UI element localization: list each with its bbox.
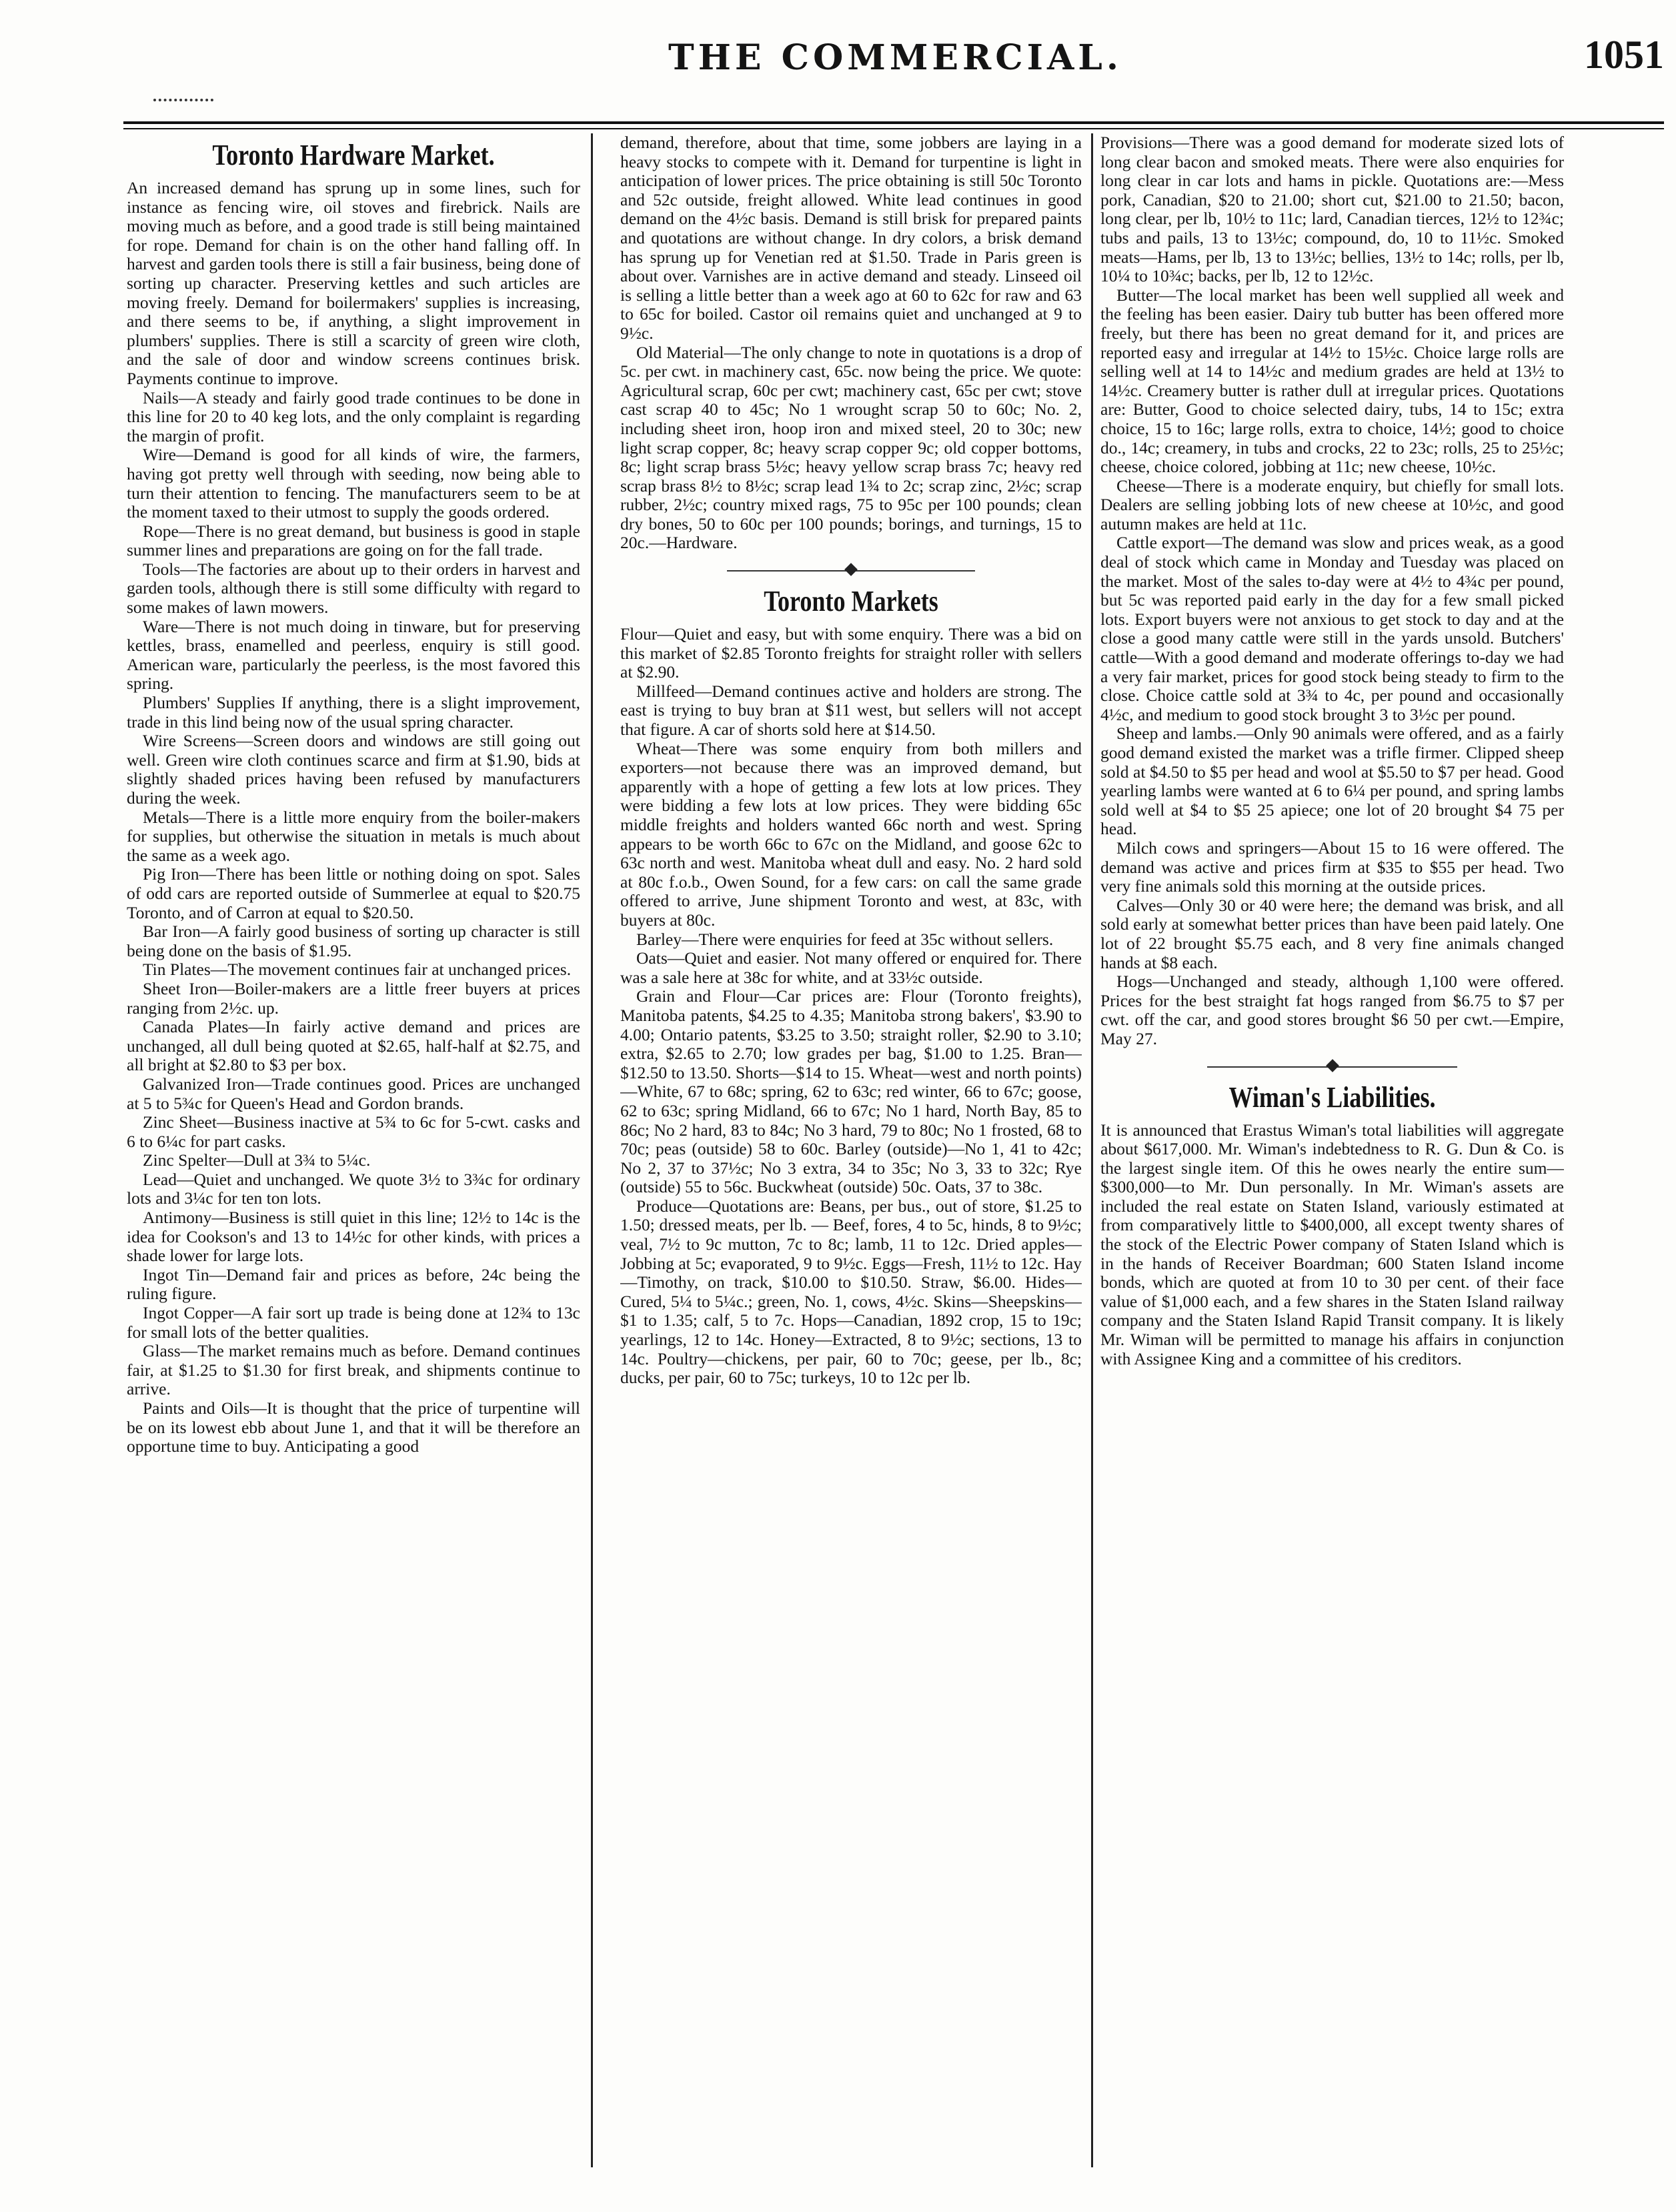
column-divider bbox=[591, 133, 593, 2167]
article-paragraph: Milch cows and springers—About 15 to 16 were offered. The demand was active and prices firm at $35 to $55 per head. Two very fine animals sold this morning at the outside prices. bbox=[1100, 838, 1564, 896]
article-paragraph: Wheat—There was some enquiry from both millers and exporters—not because there was an improved demand, but apparently with a hope of getting a few lots at low prices. They were bidding a few lots at low prices. They were bidding 65c middle freights and holders wanted 66c north and west. Spring appears to be worth 66c to 67c on the Midland, and goose 62c to 63c north and west. Manitoba wheat dull and easy. No. 2 hard sold at 80c f.o.b., Owen Sound, for a few cars: on call the same grade offered to arrive, June shipment Toronto and west, at 83c, with buyers at 80c. bbox=[620, 738, 1082, 930]
article-paragraph: Barley—There were enquiries for feed at 35c without sellers. bbox=[636, 929, 1054, 949]
article-heading-toronto-markets: Toronto Markets bbox=[764, 585, 938, 618]
article-paragraph: It is announced that Erastus Wiman's total liabilities will aggregate about $617,000. Mr. Wiman's indebtedness to R. G. Dun & Co. is the largest single item. Of this he owes nearly the entire sum—$300,000—to Mr. Dun personally. In Mr. Wiman's assets are included the real estate on Staten Island, variously estimated at from comparatively little to $400,000, all except twenty shares of the stock of the Electric Power company of Staten Island which is in the hands of Receiver Boardman; 600 Staten Island income bonds, which are quoted at from 10 to 30 per cent. of their face value of $1,000 each, and a few shares in the Staten Island railway company and the Staten Island Rapid Transit company. It is likely Mr. Wiman will be permitted to manage his affairs in conjunction with Assignee King and a committee of his creditors. bbox=[1100, 1120, 1564, 1368]
column-1 bbox=[127, 133, 580, 2174]
article-paragraph: Glass—The market remains much as before. Demand continues fair, at $1.25 to $1.30 for first break, and shipments continue to arrive. bbox=[127, 1341, 580, 1399]
article-paragraph: Nails—A steady and fairly good trade continues to be done in this line for 20 to 40 keg lots, and the only complaint is regarding the margin of profit. bbox=[127, 387, 580, 445]
column-2 bbox=[620, 133, 1082, 2174]
article-paragraph: Bar Iron—A fairly good business of sorting up character is still being done on the basis of $1.95. bbox=[127, 922, 580, 960]
header-rule-thick bbox=[123, 121, 1664, 124]
masthead bbox=[127, 25, 1664, 92]
article-paragraph: Hogs—Unchanged and steady, although 1,100 were offered. Prices for the best straight fat hogs ranged from $6.75 to $7 per cwt. off the car, and good stores brought $6 50 per cwt.—Empire, May 27. bbox=[1100, 972, 1564, 1048]
article-paragraph: Old Material—The only change to note in quotations is a drop of 5c. per cwt. in machinery cast, 65c. now being the price. We quote: Agricultural scrap, 60c per cwt; machinery cast, 65c per cwt; stove cast scrap 40 to 45c; No 1 wrought scrap 50 to 60c; No. 2, including sheet iron, hoop iron and mixed steel, 20 to 30c; new light scrap copper, 8c; heavy scrap copper 9c; old copper bottoms, 8c; light scrap brass 5½c; heavy yellow scrap brass 7c; heavy red scrap brass 8½ to 8½c; scrap lead 1¾ to 2c; scrap zinc, 2½c; scrap rubber, 2½c; country mixed rags, 75 to 95c per 100 pounds; clean dry bones, 50 to 60c per 100 pounds; borings, and turnings, 15 to 20c.—Hardware. bbox=[620, 342, 1082, 553]
article-paragraph: Canada Plates—In fairly active demand and prices are unchanged, all dull being quoted at $2.65, half-half at $2.75, and all bright at $2.80 to $3 per box. bbox=[127, 1017, 580, 1075]
article-paragraph: Sheep and lambs.—Only 90 animals were offered, and as a fairly good demand existed the market was a trifle firmer. Clipped sheep sold at $4.50 to $5 per head and wool at $5.50 to $7 per head. Good yearling lambs were wanted at 6 to 6¼ per pound, and spring lambs sold well at $4 to $5 25 apiece; one lot of 20 brought $4 75 per head. bbox=[1100, 724, 1564, 839]
column-3 bbox=[1100, 133, 1564, 2174]
article-heading-hardware: Toronto Hardware Market. bbox=[212, 139, 495, 171]
article-paragraph: Paints and Oils—It is thought that the price of turpentine will be on its lowest ebb about June 1, and that it will be therefore an opportune time to buy. Anticipating a good bbox=[127, 1398, 580, 1456]
section-divider bbox=[620, 562, 1082, 580]
article-paragraph: Ingot Tin—Demand fair and prices as before, 24c being the ruling figure. bbox=[127, 1264, 580, 1304]
article-paragraph: Sheet Iron—Boiler-makers are a little freer buyers at prices ranging from 2½c. up. bbox=[127, 978, 580, 1018]
article-paragraph: Metals—There is a little more enquiry from the boiler-makers for supplies, but otherwise the situation in metals is much about the same as a week ago. bbox=[127, 807, 580, 865]
article-paragraph: Zinc Spelter—Dull at 3¾ to 5¼c. bbox=[143, 1150, 371, 1170]
header-rule-thin bbox=[123, 128, 1664, 129]
article-paragraph: Butter—The local market has been well supplied all week and the feeling has been easier. Dairy tub butter has been offered more freely, but there has been no great demand for it, and prices are reported easy and irregular at 14½ to 15½c. Choice large rolls are selling well at 14 to 14½c and medium grades are held at 13½ to 14½c. Creamery butter is rather dull at irregular prices. Quotations are: Butter, Good to choice selected dairy, tubs, 14 to 15c; extra choice, 15 to 16c; large rolls, extra to choice, 14½; good to choice do., 14c; creamery, in tubs and crocks, 22 to 23c; rolls, 25 to 25½c; cheese, choice colored, jobbing at 11c; new cheese, 10½c. bbox=[1100, 285, 1564, 477]
article-paragraph: Plumbers' Supplies If anything, there is a slight improvement, trade in this lind being now of the usual spring character. bbox=[127, 693, 580, 732]
article-paragraph: Antimony—Business is still quiet in this line; 12½ to 14c is the idea for Cookson's and 13 to 14½c for other kinds, with prices a shade lower for large lots. bbox=[127, 1208, 580, 1266]
article-paragraph: Cheese—There is a moderate enquiry, but chiefly for small lots. Dealers are selling jobbing lots of new cheese at 10½c, and good autumn makes are held at 11c. bbox=[1100, 475, 1564, 533]
article-paragraph: Millfeed—Demand continues active and holders are strong. The east is trying to buy bran at $11 west, but sellers will not accept that figure. A car of shorts sold here at $14.50. bbox=[620, 681, 1082, 740]
column-divider bbox=[1091, 133, 1093, 2167]
publication-title: THE COMMERCIAL. bbox=[668, 37, 1122, 78]
article-paragraph: Calves—Only 30 or 40 were here; the demand was brisk, and all sold early at somewhat better prices than have been paid lately. One lot of 22 brought $5.75 each, and 8 very fine animals changed hands at $8 each. bbox=[1100, 895, 1564, 972]
article-paragraph: Zinc Sheet—Business inactive at 5¾ to 6c for 5-cwt. casks and 6 to 6¼c for part casks. bbox=[127, 1112, 580, 1151]
article-paragraph: An increased demand has sprung up in some lines, such for instance as fencing wire, oil stoves and firebrick. Nails are moving much as before, and a good trade is still being maintained for rope. Demand for chain is on the other hand falling off. In harvest and garden tools there is still a fair business, being done of sorting up character. Preserving kettles and such articles are moving freely. Demand for boilermakers' supplies is increasing, and there seems to be, if anything, a slight improvement in plumbers' supplies. There is still a scarcity of green wire cloth, and the sale of door and window screens continues brisk. Payments continue to improve. bbox=[127, 178, 580, 388]
page-number: 1051 bbox=[1584, 33, 1664, 77]
article-paragraph: Pig Iron—There has been little or nothing doing on spot. Sales of odd cars are reported outside of Summerlee at equal to $20.75 Toronto, and of Carron at equal to $20.50. bbox=[127, 864, 580, 922]
article-paragraph: Flour—Quiet and easy, but with some enquiry. There was a bid on this market of $2.85 Toronto freights for straight roller with sellers at $2.90. bbox=[620, 624, 1082, 682]
article-paragraph: Tin Plates—The movement continues fair at unchanged prices. bbox=[143, 960, 572, 980]
article-paragraph: Grain and Flour—Car prices are: Flour (Toronto freights), Manitoba patents, $4.25 to 4.35; Manitoba strong bakers', $3.90 to 4.00; Ontario patents, $3.25 to 3.50; straight roller, $2.90 to 3.10; extra, $2.65 to 2.70; low grades per bag, $1.00 to 1.25. Bran—$12.50 to 13.50. Shorts—$14 to 15. Wheat—west and north points)—White, 67 to 68c; spring, 62 to 63c; red winter, 66 to 67c; goose, 62 to 63c; spring Midland, 66 to 67c; No 1 hard, North Bay, 85 to 86c; No 2 hard, 83 to 84c; No 3 hard, 79 to 80c; No 1 frosted, 68 to 70c; peas (outside) 58 to 60c. Barley (outside)—No 1, 41 to 42c; No 2, 37 to 37½c; No 3 extra, 34 to 35c; No 3, 33 to 32c; Rye (outside) 55 to 56c. Buckwheat (outside) 50c. Oats, 37 to 38c. bbox=[620, 986, 1082, 1197]
article-paragraph: Ingot Copper—A fair sort up trade is being done at 12¾ to 13c for small lots of the better qualities. bbox=[127, 1303, 580, 1342]
article-paragraph: Wire Screens—Screen doors and windows are still going out well. Green wire cloth continues scarce and firm at $1.90, bids at slightly shaded prices having been refused by manufacturers during the week. bbox=[127, 731, 580, 808]
article-paragraph: Provisions—There was a good demand for moderate sized lots of long clear bacon and smoked meats. There were also enquiries for long clear in car lots and hams in pickle. Quotations are:—Mess pork, Canadian, $20 to 21.00; short cut, $21.00 to 21.50; bacon, long clear, per lb, 10½ to 11c; lard, Canadian tierces, 12½ to 12¾c; tubs and pails, 13 to 13½c; compound, do, 10 to 11½c. Smoked meats—Hams, per lb, 13 to 13½c; bellies, 13½ to 14c; rolls, per lb, 10¼ to 10¾c; backs, per lb, 12 to 12½c. bbox=[1100, 133, 1564, 286]
article-paragraph: Galvanized Iron—Trade continues good. Prices are unchanged at 5 to 5¾c for Queen's Head and Gordon brands. bbox=[127, 1074, 580, 1113]
article-paragraph: Wire—Demand is good for all kinds of wire, the farmers, having got pretty well through with seeding, now being able to turn their attention to fencing. The manufacturers seem to be at the moment taxed to their utmost to supply the goods ordered. bbox=[127, 445, 580, 522]
article-paragraph: Cattle export—The demand was slow and prices weak, as a good deal of stock which came in Monday and Tuesday was placed on the market. Most of the sales to-day were at 4½ to 4¾c per pound, but 5c was reported paid early in the day for a few small picked lots. Export buyers were not anxious to get stock to day and at the close a good many cattle were still in the yards unsold. Butchers' cattle—With a good demand and moderate offerings to-day we had a very fair market, prices for good stock being steady to firm to the close. Choice cattle sold at 3¾ to 4c, per pound and occasionally 4½c, and medium to good stock brought 3 to 3½c per pound. bbox=[1100, 533, 1564, 724]
article-paragraph: Rope—There is no great demand, but business is good in staple summer lines and preparations are going on for the fall trade. bbox=[127, 521, 580, 560]
article-paragraph: Tools—The factories are about up to their orders in harvest and garden tools, although there is still some difficulty with regard to some makes of lawn mowers. bbox=[127, 559, 580, 618]
article-paragraph: Ware—There is not much doing in tinware, but for preserving kettles, brass, enamelled and peerless, enquiry is still good. American ware, particularly the peerless, is the most favored this spring. bbox=[127, 616, 580, 694]
article-paragraph: Lead—Quiet and unchanged. We quote 3½ to 3¾c for ordinary lots and 3¼c for ten ton lots. bbox=[127, 1169, 580, 1208]
article-paragraph: Produce—Quotations are: Beans, per bus., out of store, $1.25 to 1.50; dressed meats, per lb. — Beef, fores, 4 to 5c, hinds, 8 to 9½c; veal, 7½ to 9c mutton, 7c to 8c; lamb, 11 to 12c. Dried apples—Jobbing at 5c; evaporated, 9 to 9½c. Eggs—Fresh, 11½ to 12c. Hay—Timothy, on track, $10.00 to $10.50. Straw, $6.00. Hides—Cured, 5¼ to 5¼c.; green, No. 1, cows, 4½c. Skins—Sheepskins—$1 to 1.35; calf, 5 to 7c. Hops—Canadian, 1892 crop, 15 to 19c; yearlings, 12 to 14c. Honey—Extracted, 8 to 9½c; sections, 13 to 14c. Poultry—chickens, per pair, 60 to 70c; geese, per lb., 8c; ducks, per pair, 60 to 75c; turkeys, 10 to 12c per lb. bbox=[620, 1196, 1082, 1388]
dotted-mark bbox=[153, 99, 213, 101]
article-paragraph: demand, therefore, about that time, some jobbers are laying in a heavy stocks to compete with it. Demand for turpentine is light in anticipation of lower prices. The price obtaining is still 50c Toronto and 52c outside, freight allowed. White lead continues in good demand on the 4½c basis. Demand is still brisk for prepared paints and quotations are without change. In dry colors, a brisk demand has sprung up for Venetian red at $1.50. Trade in Paris green is about over. Varnishes are in active demand and steady. Linseed oil is selling a little better than a week ago at 60 to 62c for raw and 63 to 65c for boiled. Castor oil remains quiet and unchanged at 9 to 9½c. bbox=[620, 133, 1082, 343]
article-paragraph: Oats—Quiet and easier. Not many offered or enquired for. There was a sale here at 38c for white, and at 33½c outside. bbox=[620, 948, 1082, 987]
section-divider bbox=[1100, 1058, 1564, 1076]
article-heading-wimans-liabilities: Wiman's Liabilities. bbox=[1228, 1080, 1436, 1114]
